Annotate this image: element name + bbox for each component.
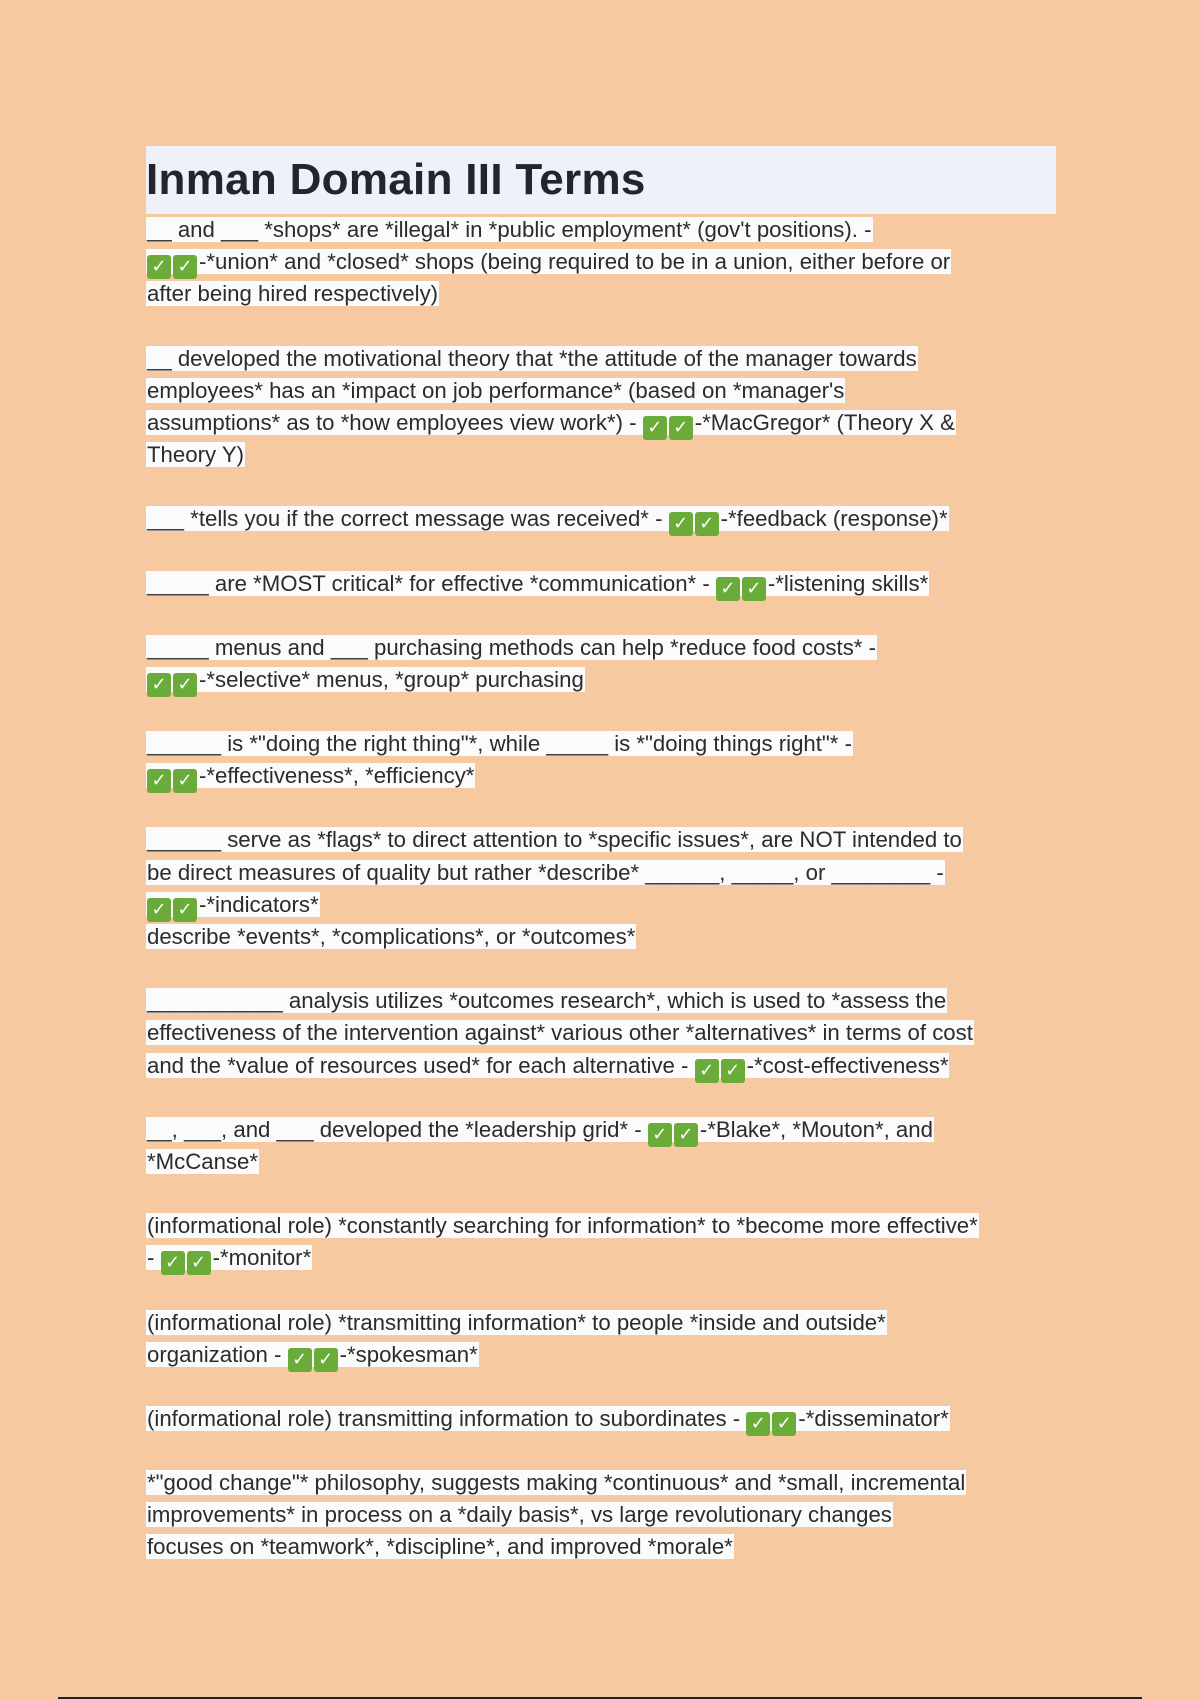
highlighted-text bbox=[146, 666, 585, 695]
check-mark-icon: ✓ bbox=[669, 416, 693, 440]
check-mark-icon: ✓ bbox=[643, 416, 667, 440]
term-line bbox=[146, 664, 1056, 696]
term-line bbox=[146, 1114, 1056, 1146]
check-mark-icon: ✓ bbox=[721, 1059, 745, 1083]
highlighted-text bbox=[146, 860, 945, 885]
term-line bbox=[146, 1307, 1056, 1339]
check-mark-icon: ✓ bbox=[161, 1251, 185, 1275]
highlighted-text bbox=[146, 409, 956, 438]
term-text: -*listening skills* bbox=[767, 570, 929, 596]
page-title: Inman Domain III Terms bbox=[146, 155, 646, 204]
highlighted-text bbox=[146, 506, 949, 535]
term-line bbox=[146, 1531, 1056, 1563]
term-line bbox=[146, 246, 1056, 278]
term-text: ______ serve as *flags* to direct attention to *specific issues*, are NOT intended to bbox=[147, 827, 962, 853]
term-text: -*selective* menus, *group* purchasing bbox=[199, 666, 584, 692]
term-text: __ and ___ *shops* are *illegal* in *public employment* (gov't positions). - bbox=[147, 217, 872, 242]
term-entry bbox=[146, 824, 1056, 953]
term-line bbox=[146, 728, 1056, 760]
term-line bbox=[146, 278, 1056, 310]
check-mark-icon: ✓ bbox=[147, 898, 171, 922]
term-entry bbox=[146, 1210, 1056, 1274]
check-mark-icon: ✓ bbox=[674, 1123, 698, 1147]
term-text: (informational role) transmitting information to subordinates - bbox=[147, 1405, 747, 1431]
term-line bbox=[146, 1499, 1056, 1531]
check-mark-icon: ✓ bbox=[669, 512, 693, 536]
highlighted-text bbox=[146, 635, 877, 660]
term-line bbox=[146, 1242, 1056, 1274]
term-text: -*Blake*, *Mouton*, and bbox=[699, 1116, 933, 1142]
highlighted-text bbox=[146, 249, 951, 278]
term-line bbox=[146, 857, 1056, 889]
highlighted-text bbox=[146, 1341, 479, 1370]
highlighted-text bbox=[146, 731, 853, 756]
check-mark-icon: ✓ bbox=[288, 1348, 312, 1372]
term-text: ___ *tells you if the correct message was received* - bbox=[147, 506, 669, 532]
term-entry bbox=[146, 1114, 1056, 1178]
term-entry bbox=[146, 568, 1056, 600]
term-line bbox=[146, 889, 1056, 921]
term-text: (informational role) *transmitting information* to people *inside and outside* bbox=[147, 1309, 886, 1335]
term-text: -*union* and *closed* shops (being required to be in a union, either before or bbox=[199, 249, 951, 275]
check-mark-icon: ✓ bbox=[147, 769, 171, 793]
check-mark-icon: ✓ bbox=[147, 255, 171, 279]
term-text: _____ are *MOST critical* for effective *communication* - bbox=[147, 570, 716, 596]
term-text: __, ___, and ___ developed the *leadership grid* - bbox=[147, 1116, 648, 1142]
term-line bbox=[146, 1146, 1056, 1178]
term-list bbox=[146, 214, 1056, 1564]
term-line bbox=[146, 1050, 1056, 1082]
highlighted-text bbox=[146, 1310, 887, 1335]
term-entry bbox=[146, 632, 1056, 696]
term-text: and the *value of resources used* for each alternative - bbox=[147, 1052, 695, 1078]
term-entry bbox=[146, 728, 1056, 792]
check-mark-icon: ✓ bbox=[173, 255, 197, 279]
highlighted-text bbox=[146, 1534, 734, 1559]
highlighted-text bbox=[146, 442, 245, 467]
highlighted-text bbox=[146, 1245, 312, 1274]
highlighted-text bbox=[146, 1470, 966, 1495]
term-line bbox=[146, 1403, 1056, 1435]
check-mark-icon: ✓ bbox=[746, 1412, 770, 1436]
highlighted-text bbox=[146, 1213, 979, 1238]
check-mark-icon: ✓ bbox=[173, 769, 197, 793]
term-line bbox=[146, 375, 1056, 407]
term-text: -*spokesman* bbox=[339, 1341, 478, 1367]
highlighted-text bbox=[146, 1020, 974, 1045]
term-text: -*disseminator* bbox=[798, 1405, 949, 1431]
term-line bbox=[146, 632, 1056, 664]
check-mark-icon: ✓ bbox=[173, 673, 197, 697]
term-entry bbox=[146, 503, 1056, 535]
term-text: assumptions* as to *how employees view work*) - bbox=[147, 409, 643, 435]
term-line bbox=[146, 407, 1056, 439]
term-line bbox=[146, 343, 1056, 375]
term-text: -*cost-effectiveness* bbox=[746, 1052, 949, 1078]
check-mark-icon: ✓ bbox=[695, 512, 719, 536]
term-text: -*MacGregor* (Theory X & bbox=[694, 409, 955, 435]
term-line bbox=[146, 214, 1056, 246]
term-line bbox=[146, 760, 1056, 792]
term-entry bbox=[146, 343, 1056, 472]
term-entry bbox=[146, 1403, 1056, 1435]
term-text: ___________ analysis utilizes *outcomes research*, which is used to *assess the bbox=[147, 988, 947, 1014]
highlighted-text bbox=[146, 1405, 950, 1434]
term-line bbox=[146, 1017, 1056, 1049]
term-line bbox=[146, 568, 1056, 600]
highlighted-text bbox=[146, 570, 929, 599]
term-text: Theory Y) bbox=[147, 442, 245, 468]
term-text: organization - bbox=[147, 1341, 288, 1367]
term-text: -*effectiveness*, *efficiency* bbox=[199, 763, 475, 789]
title-bar bbox=[146, 146, 1056, 214]
term-entry bbox=[146, 1307, 1056, 1371]
term-text: ______ is *"doing the right thing"*, while _____ is *"doing things right"* - bbox=[147, 731, 852, 757]
highlighted-text bbox=[146, 1502, 893, 1527]
highlighted-text bbox=[146, 763, 475, 792]
term-text: describe *events*, *complications*, or *outcomes* bbox=[147, 924, 636, 949]
check-mark-icon: ✓ bbox=[187, 1251, 211, 1275]
check-mark-icon: ✓ bbox=[772, 1412, 796, 1436]
highlighted-text bbox=[146, 924, 636, 949]
term-text: after being hired respectively) bbox=[147, 281, 439, 307]
check-mark-icon: ✓ bbox=[147, 673, 171, 697]
term-text: - bbox=[147, 1245, 161, 1271]
term-line bbox=[146, 439, 1056, 471]
highlighted-text bbox=[146, 1052, 949, 1081]
highlighted-text bbox=[146, 1149, 259, 1174]
check-mark-icon: ✓ bbox=[742, 577, 766, 601]
highlighted-text bbox=[146, 891, 320, 920]
term-line bbox=[146, 921, 1056, 953]
term-text: (informational role) *constantly searching for information* to *become more effective* bbox=[147, 1213, 978, 1239]
term-text: be direct measures of quality but rather *describe* ______, _____, or ________ - bbox=[147, 859, 944, 885]
document-page bbox=[146, 146, 1056, 1596]
term-text: effectiveness of the intervention against* various other *alternatives* in terms of cost bbox=[147, 1020, 973, 1046]
term-text: *McCanse* bbox=[147, 1148, 258, 1174]
term-text: -*feedback (response)* bbox=[720, 506, 948, 532]
term-text: employees* has an *impact on job performance* (based on *manager's bbox=[147, 377, 845, 403]
highlighted-text bbox=[146, 827, 963, 852]
term-text: *"good change"* philosophy, suggests making *continuous* and *small, incremental bbox=[147, 1470, 966, 1496]
check-mark-icon: ✓ bbox=[716, 577, 740, 601]
highlighted-text bbox=[146, 346, 918, 371]
highlighted-text bbox=[146, 1116, 934, 1145]
term-line bbox=[146, 1467, 1056, 1499]
term-text: focuses on *teamwork*, *discipline*, and improved *morale* bbox=[147, 1534, 733, 1560]
term-text: -*monitor* bbox=[212, 1245, 312, 1271]
term-line bbox=[146, 985, 1056, 1017]
highlighted-text bbox=[146, 988, 947, 1013]
check-mark-icon: ✓ bbox=[695, 1059, 719, 1083]
bottom-divider bbox=[58, 1697, 1142, 1699]
term-line bbox=[146, 1339, 1056, 1371]
check-mark-icon: ✓ bbox=[173, 898, 197, 922]
term-text: _____ menus and ___ purchasing methods can help *reduce food costs* - bbox=[147, 634, 876, 660]
check-mark-icon: ✓ bbox=[314, 1348, 338, 1372]
term-line bbox=[146, 824, 1056, 856]
term-text: __ developed the motivational theory that *the attitude of the manager towards bbox=[147, 345, 917, 371]
term-line bbox=[146, 503, 1056, 535]
term-text: -*indicators* bbox=[199, 891, 319, 917]
term-text: improvements* in process on a *daily basis*, vs large revolutionary changes bbox=[147, 1502, 892, 1528]
term-entry bbox=[146, 214, 1056, 311]
term-entry bbox=[146, 985, 1056, 1082]
term-entry bbox=[146, 1467, 1056, 1564]
check-mark-icon: ✓ bbox=[648, 1123, 672, 1147]
highlighted-text bbox=[146, 281, 439, 306]
term-line bbox=[146, 1210, 1056, 1242]
highlighted-text bbox=[146, 378, 845, 403]
highlighted-text bbox=[146, 217, 873, 242]
